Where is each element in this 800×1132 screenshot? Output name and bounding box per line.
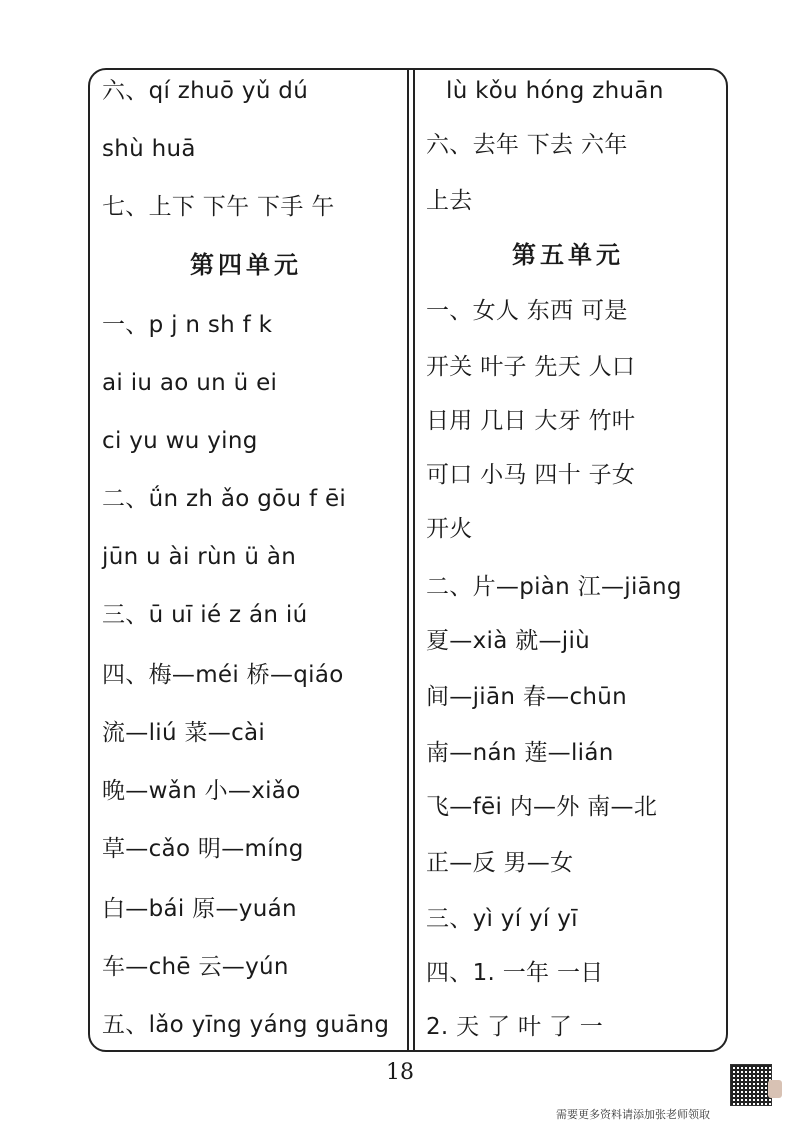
right-line-3: 上去 [426, 188, 473, 214]
footer-note: 需要更多资料请添加张老师领取 [556, 1108, 710, 1121]
left-line-3: 七、上下 下午 下手 午 [102, 194, 335, 220]
unit4-line-7: 四、梅—méi 桥—qiáo [102, 662, 344, 688]
unit5-line-7: 夏—xià 就—jiù [426, 628, 591, 654]
unit5-line-6: 二、片—piàn 江—jiāng [426, 574, 682, 600]
unit4-line-5: jūn u ài rùn ü àn [102, 544, 297, 570]
unit5-line-12: 三、yì yí yí yī [426, 906, 578, 932]
unit4-line-13: 五、lǎo yīng yáng guāng [102, 1012, 390, 1038]
unit4-line-8: 流—liú 菜—cài [102, 720, 266, 746]
unit4-line-4: 二、ǘn zh ǎo gōu f ēi [102, 486, 347, 512]
right-line-2: 六、去年 下去 六年 [426, 132, 628, 158]
unit5-line-4: 可口 小马 四十 子女 [426, 462, 636, 488]
qr-code-icon [730, 1064, 772, 1106]
unit4-heading: 第四单元 [190, 251, 302, 279]
unit5-line-10: 飞—fēi 内—外 南—北 [426, 794, 658, 820]
unit4-line-6: 三、ū uī ié z án iú [102, 602, 308, 628]
unit4-line-11: 白—bái 原—yuán [102, 896, 297, 922]
page-number: 18 [386, 1060, 414, 1085]
unit4-line-9: 晚—wǎn 小—xiǎo [102, 778, 301, 804]
unit5-line-2: 开关 叶子 先天 人口 [426, 354, 636, 380]
unit4-line-2: ai iu ao un ü ei [102, 370, 278, 396]
unit5-heading: 第五单元 [512, 241, 624, 269]
unit5-line-5: 开火 [426, 516, 473, 542]
unit5-line-9: 南—nán 莲—lián [426, 740, 614, 766]
unit5-line-14: 2. 天 了 叶 了 一 [426, 1014, 604, 1040]
column-divider [407, 68, 415, 1052]
unit4-line-3: ci yu wu ying [102, 428, 258, 454]
unit5-line-1: 一、女人 东西 可是 [426, 298, 628, 324]
unit5-line-11: 正—反 男—女 [426, 850, 574, 876]
unit5-line-13: 四、1. 一年 一日 [426, 960, 604, 986]
unit5-line-3: 日用 几日 大牙 竹叶 [426, 408, 636, 434]
teacher-photo-icon [768, 1080, 782, 1098]
left-line-1: 六、qí zhuō yǔ dú [102, 78, 309, 104]
unit4-line-1: 一、p j n sh f k [102, 312, 273, 338]
unit4-line-12: 车—chē 云—yún [102, 954, 289, 980]
left-line-2: shù huā [102, 136, 196, 162]
unit5-line-8: 间—jiān 春—chūn [426, 684, 628, 710]
right-line-1: lù kǒu hóng zhuān [446, 78, 664, 104]
unit4-line-10: 草—cǎo 明—míng [102, 836, 304, 862]
